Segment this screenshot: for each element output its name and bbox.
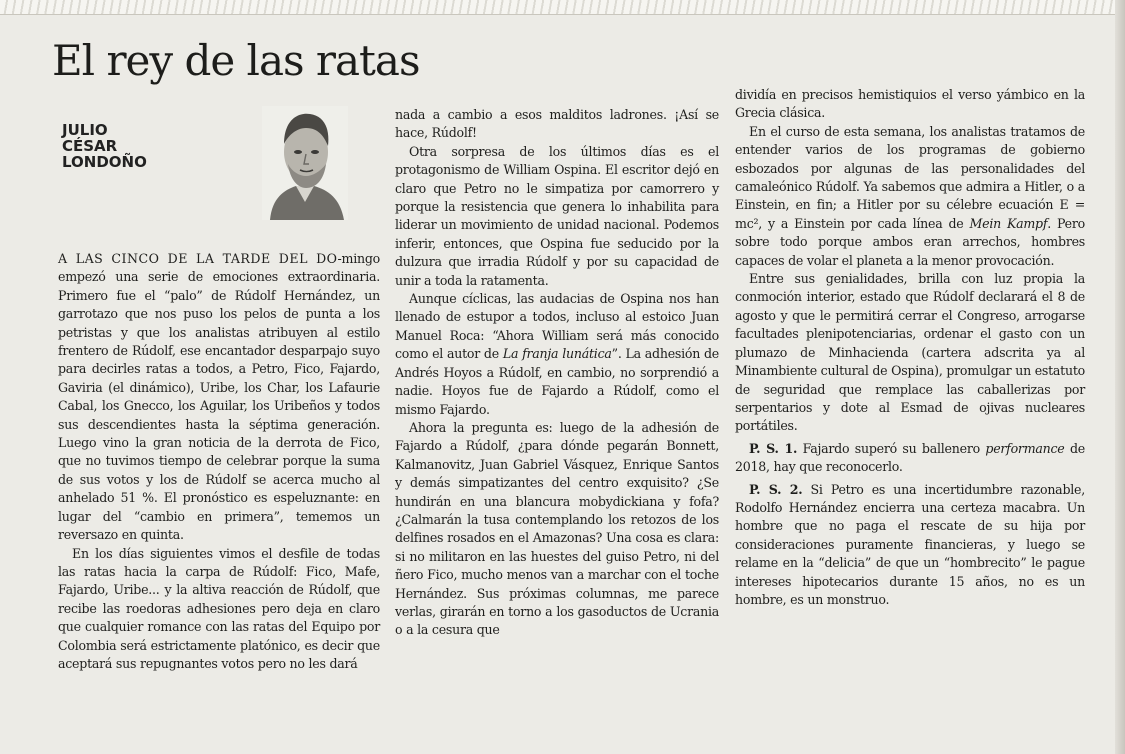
paragraph: Otra sorpresa de los últimos días es el protagonismo de William Ospina. El escritor dejó en claro que Petro no le simpatiza por camorrero y porque la resistencia que genera lo inhabilita para liderar un movimiento de unidad nacional. Podemos inferir, entonces, que Ospina fue seducido por la dulzura que irradia Rúdolf y por su capacidad de unir a toda la ratamenta. — [395, 143, 719, 288]
paragraph: A LAS CINCO DE LA TARDE DEL DO-mingo empezó una serie de emociones extraordinaria. Primero fue el “palo” de Rúdolf Hernández, un garrotazo que nos puso los pelos de punta a los petristas y que los analistas atribuyen al estilo frentero de Rúdolf, ese encantador desparpajo suyo para decirles ratas a todos, a Petro, Fico, Fajardo, Gaviria (el dinámico), Uribe, los Char, los Lafaurie Cabal, los Gnecco, los Aguilar, los Uribeños y todos sus descendientes hasta la séptima generación. Luego vino la gran noticia de la derrota de Fico, que no tuvimos tiempo de celebrar porque la suma de sus votos y los de Rúdolf se acerca mucho al anhelado 51 %. El pronóstico es espeluznante: en lugar del “cambio en primera”, tememos un reversazo en quinta. — [58, 251, 380, 543]
lead-in-caps: A LAS CINCO DE LA TARDE DEL DO — [58, 251, 338, 266]
paragraph: En los días siguientes vimos el desfile de todas las ratas hacia la carpa de Rúdolf: Fico, Mafe, Fajardo, Uribe... y la altiva reacción de Rúdolf, que recibe las roedoras adhesiones pero deja en claro que cualquier romance con las ratas del Equipo por Colombia será estrictamente platónico, es decir que aceptará sus repugnantes votos pero no les dará — [58, 545, 380, 671]
author-name-line-1: JULIO — [62, 121, 108, 139]
book-title: Mein Kampf — [969, 215, 1048, 231]
postscript-2 — [735, 481, 1085, 610]
paragraph: Entre sus genialidades, brilla con luz propia la conmoción interior, estado que Rúdolf declarará el 8 de agosto y que le permitirá cerrar el Congreso, arrogarse facultades plenipotenciarias, ordenar el gasto con un plumazo de Minhacienda (cartera adscrita ya al Minambiente cultural de Ospina), promulgar un estatuto de seguridad que remplace las caballerizas por serpentarios y dote al Esmad de ojivas nucleares portátiles. — [735, 271, 1085, 434]
paragraph — [735, 123, 1085, 270]
author-photo — [262, 106, 348, 220]
article-column-3 — [735, 86, 1085, 609]
author-byline — [62, 122, 147, 170]
book-title: La franja lunática — [502, 346, 612, 362]
paragraph: Ahora la pregunta es: luego de la adhesión de Fajardo a Rúdolf, ¿para dónde pegarán Bonnett, Kalmanovitz, Juan Gabriel Vásquez, Enrique Santos y demás simpatizantes del centro exquisito? ¿Se hundirán en una blancura mobydickiana y fofa? ¿Calmarán la tusa contemplando los retozos de los delfines rosados en el Amazonas? Una cosa es clara: si no militaron en las huestes del guiso Petro, ni del ñero Fico, mucho menos van a marchar con el toche Hernández. Sus próximas columnas, me parece verlas, girarán en torno a los gasoductos de Ucrania o a la cesura que — [395, 419, 719, 638]
paragraph: nada a cambio a esos malditos ladrones. ¡Así se hace, Rúdolf! — [395, 107, 719, 141]
author-name-line-3: LONDOÑO — [62, 153, 147, 171]
postscript-label: P. S. 2. — [749, 481, 803, 497]
paragraph: dividía en precisos hemistiquios el verso yámbico en la Grecia clásica. — [735, 87, 1085, 121]
postscript-label: P. S. 1. — [749, 440, 798, 456]
postscript-1 — [735, 440, 1085, 477]
paragraph-text: ”. La adhesión de Andrés Hoyos a Rúdolf, en cambio, no sorprendió a nadie. Hoyos fue de Fajardo a Rúdolf, como el mismo Fajardo. — [395, 346, 720, 417]
paragraph — [395, 290, 719, 419]
paragraph-text: mingo empezó una serie de emociones extraordinaria. Primero fue el “palo” de Rúdolf Hernández, un garrotazo que nos puso los pelos de punta a los petristas y que los analistas atribuyen al estilo frentero de Rúdolf, ese encantador desparpajo suyo para decirles ratas a todos, a Petro, Fico, Fajardo, Gaviria (el dinámico), Uribe, los Char, los Lafaurie Cabal, los Gnecco, los Aguilar, los Uribeños y todos sus descendientes hasta la séptima generación. Luego vino la gran noticia de la derrota de Fico, que no tuvimos tiempo de celebrar porque la suma de sus votos y los de Rúdolf se acerca mucho al anhelado 51 %. El pronóstico es espeluznante: en lugar del “cambio en primera”, tememos un reversazo en quinta. — [58, 251, 380, 543]
page-edge-shadow — [1115, 0, 1125, 754]
author-name-line-2: CÉSAR — [62, 137, 118, 155]
paragraph-text: . Pero sobre todo porque ambos eran arrechos, hombres capaces de volar el planeta a la menor provocación. — [735, 215, 1085, 268]
paragraph-text: Si Petro es una incertidumbre razonable, Rodolfo Hernández encierra una certeza macabra. Un hombre que no paga el rescate de su hija por consideraciones puramente financieras, y luego se relame en la “delicia” de que un “hombrecito” le pague intereses hipotecarios durante 15 años, no es un hombre, es un monstruo. — [735, 481, 1085, 607]
paragraph-text: de 2018, hay que reconocerlo. — [735, 440, 1085, 475]
paragraph-text: Fajardo superó su ballenero — [797, 440, 986, 456]
article-headline: El rey de las ratas — [52, 36, 420, 85]
italic-word: performance — [985, 440, 1065, 456]
paragraph-text: Aunque cíclicas, las audacias de Ospina nos han llenado de estupor a todos, incluso al estoico Juan Manuel Roca: “Ahora William será más conocido como el autor de — [395, 291, 719, 362]
paragraph-text: En el curso de esta semana, los analistas tratamos de entender varios de los programas de gobierno esbozados por algunas de las personalidades del camaleónico Rúdolf. Ya sabemos que admira a Hitler, o a Einstein, en fin; a Hitler por su célebre ecuación E = mc², y a Einstein por cada línea de — [735, 123, 1085, 231]
author-portrait-sketch — [262, 106, 348, 220]
article-column-1 — [58, 250, 380, 673]
article-column-2 — [395, 106, 719, 640]
torn-paper-edge — [0, 0, 1125, 15]
